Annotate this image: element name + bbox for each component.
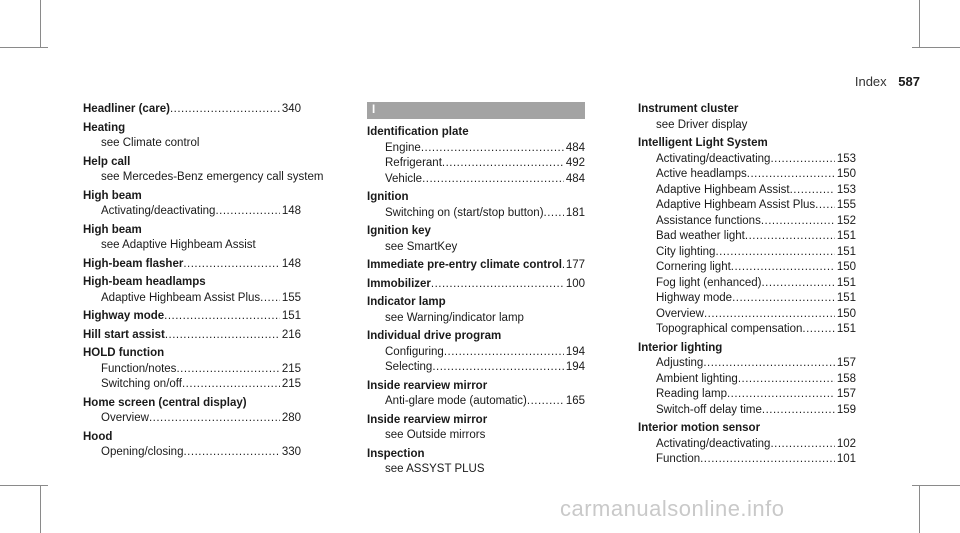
crop-mark [0, 47, 48, 48]
entry-heading-row [638, 421, 856, 437]
sub-entry-text[interactable]: Activating/deactivating [656, 152, 771, 165]
sub-entry [638, 276, 856, 292]
dot-leader [732, 291, 835, 307]
index-entry [638, 421, 856, 468]
index-entry [638, 102, 856, 133]
index-entry [367, 190, 585, 221]
entry-heading[interactable]: High beam [83, 189, 142, 202]
entry-heading-row [367, 447, 585, 463]
sub-entry-text[interactable]: Bad weather light [656, 230, 745, 242]
page-reference[interactable]: 165 [565, 395, 585, 407]
sub-entry [638, 118, 856, 134]
letter-heading: I [367, 102, 585, 119]
sub-entry-text[interactable]: Engine [385, 141, 421, 154]
page-reference[interactable]: 157 [836, 388, 856, 400]
sub-entry-text[interactable]: City lighting [656, 245, 716, 258]
sub-entry [83, 411, 301, 427]
page-reference[interactable]: 484 [565, 141, 585, 154]
sub-entry-text[interactable]: see Warning/indicator lamp [385, 311, 524, 324]
dot-leader [444, 345, 564, 361]
sub-entry [83, 362, 301, 378]
sub-entry [638, 245, 856, 261]
entry-heading[interactable]: Ignition key [367, 225, 431, 237]
sub-entry-text[interactable]: see Outside mirrors [385, 429, 486, 441]
index-entry [83, 309, 301, 325]
page-reference[interactable]: 151 [836, 276, 856, 289]
index-entry [83, 328, 301, 344]
sub-entry-text[interactable]: Function [656, 453, 701, 465]
dot-leader [738, 372, 835, 388]
dot-leader [700, 452, 835, 468]
page-reference[interactable]: 181 [565, 206, 585, 219]
sub-entry [83, 291, 301, 307]
page-reference[interactable]: 102 [836, 437, 856, 450]
entry-heading-row [367, 224, 585, 240]
entry-heading[interactable]: Highway mode [83, 310, 165, 322]
index-entry [367, 329, 585, 376]
dot-leader [790, 183, 835, 199]
page-reference[interactable]: 100 [565, 277, 585, 290]
sub-entry-text[interactable]: Reading lamp [656, 388, 727, 400]
index-entry [638, 341, 856, 419]
sub-entry [83, 377, 301, 393]
entry-heading-row [83, 275, 301, 291]
dot-leader [149, 411, 280, 427]
dot-leader [164, 309, 280, 325]
index-entry [638, 136, 856, 338]
sub-entry [638, 403, 856, 419]
sub-entry-text[interactable]: Switching on/off [101, 378, 182, 390]
crop-mark [919, 0, 920, 48]
sub-entry [638, 372, 856, 388]
crop-mark [0, 485, 48, 486]
index-entry [83, 189, 301, 220]
index-entry [83, 396, 301, 427]
index-entry [83, 155, 324, 186]
entry-heading[interactable]: Hood [83, 430, 113, 443]
entry-heading[interactable]: Immediate pre-entry climate control [367, 259, 562, 271]
dot-leader [215, 204, 279, 220]
page-number: 587 [898, 74, 920, 89]
sub-entry-text[interactable]: Switch-off delay time [656, 403, 762, 416]
sub-entry [367, 172, 585, 188]
entry-heading-row [367, 277, 585, 293]
entry-heading-row [83, 155, 301, 171]
entry-heading[interactable]: Inside rearview mirror [367, 413, 488, 426]
entry-heading-row [367, 258, 585, 274]
dot-leader [745, 229, 835, 245]
entry-heading-row [83, 309, 301, 325]
sub-entry [638, 183, 856, 199]
sub-entry-text[interactable]: Switching on (start/stop button) [385, 206, 544, 219]
dot-leader [431, 277, 564, 293]
sub-entry [367, 428, 585, 444]
dot-leader [527, 394, 564, 410]
page-reference[interactable]: 151 [836, 230, 856, 242]
entry-heading-row [367, 190, 585, 206]
page-reference[interactable]: 150 [836, 168, 856, 180]
entry-heading-row [83, 328, 301, 344]
entry-heading-row [83, 223, 301, 239]
sub-entry-text[interactable]: Refrigerant [385, 157, 442, 169]
sub-entry-text[interactable]: Adjusting [656, 357, 704, 369]
sub-entry [638, 437, 856, 453]
entry-heading[interactable]: Identification plate [367, 126, 469, 138]
sub-entry-text[interactable]: Active headlamps [656, 168, 747, 180]
dot-leader [747, 167, 835, 183]
sub-entry-text[interactable]: see Adaptive Highbeam Assist [101, 239, 256, 251]
watermark: carmanualsonline.info [560, 496, 785, 521]
page-reference[interactable]: 101 [836, 453, 856, 465]
dot-leader [770, 437, 834, 453]
page-reference[interactable]: 153 [836, 152, 856, 165]
dot-leader [260, 291, 280, 307]
dot-leader [165, 328, 280, 344]
entry-heading-row [367, 295, 585, 311]
page-reference[interactable]: 159 [836, 403, 856, 416]
dot-leader [802, 322, 834, 338]
sub-entry [83, 445, 301, 461]
dot-leader [761, 276, 834, 292]
page-reference[interactable]: 155 [281, 291, 301, 304]
page-header [855, 74, 920, 89]
sub-entry-text[interactable]: Cornering light [656, 261, 731, 273]
sub-entry-text[interactable]: Vehicle [385, 172, 423, 185]
entry-heading-row [83, 396, 301, 412]
sub-entry [367, 206, 585, 222]
index-entry [367, 295, 585, 326]
index-column-2 [367, 102, 585, 481]
page-reference[interactable]: 151 [836, 292, 856, 304]
entry-heading-row [83, 430, 301, 446]
dot-leader [432, 360, 564, 376]
sub-entry [367, 394, 585, 410]
dot-leader [182, 377, 280, 393]
page-reference[interactable]: 492 [565, 157, 585, 169]
dot-leader [762, 403, 835, 419]
entry-heading[interactable]: High beam [83, 223, 142, 236]
page-reference[interactable]: 484 [565, 172, 585, 185]
sub-entry-text[interactable]: Anti-glare mode (automatic) [385, 395, 527, 407]
index-entry [367, 379, 585, 410]
sub-entry [638, 291, 856, 307]
crop-mark [40, 485, 41, 533]
entry-heading[interactable]: Individual drive program [367, 330, 502, 342]
index-entry [83, 121, 301, 152]
sub-entry [638, 152, 856, 168]
page-reference[interactable]: 151 [836, 245, 856, 258]
dot-leader [715, 245, 834, 261]
sub-entry-text[interactable]: Fog light (enhanced) [656, 276, 762, 289]
sub-entry [638, 229, 856, 245]
dot-leader [422, 172, 564, 188]
page-reference[interactable]: 155 [836, 199, 856, 211]
sub-entry [83, 136, 301, 152]
sub-entry-text[interactable]: Ambient lighting [656, 372, 738, 385]
sub-entry [638, 452, 856, 468]
index-column-1 [83, 102, 324, 464]
sub-entry-text[interactable]: Adaptive Highbeam Assist [656, 183, 790, 196]
entry-heading[interactable]: Instrument cluster [638, 103, 739, 115]
page-reference[interactable]: 194 [565, 345, 585, 358]
sub-entry-text[interactable]: see Climate control [101, 137, 200, 149]
dot-leader [770, 152, 834, 168]
index-entry [83, 102, 301, 118]
sub-entry-text[interactable]: Highway mode [656, 292, 733, 304]
sub-entry-text[interactable]: Adaptive Highbeam Assist Plus [101, 291, 261, 304]
sub-entry-text[interactable]: Adaptive Highbeam Assist Plus [656, 199, 816, 211]
sub-entry-text[interactable]: see SmartKey [385, 240, 458, 253]
entry-heading[interactable]: HOLD function [83, 347, 165, 359]
sub-entry [638, 387, 856, 403]
sub-entry [367, 311, 585, 327]
sub-entry-text[interactable]: see Mercedes-Benz emergency call system [101, 171, 324, 183]
sub-entry [367, 156, 585, 172]
dot-leader [703, 356, 835, 372]
sub-entry [638, 322, 856, 338]
page-reference[interactable]: 153 [836, 183, 856, 196]
dot-leader [704, 307, 835, 323]
dot-leader [170, 102, 280, 118]
page-reference[interactable]: 157 [836, 357, 856, 369]
sub-entry [367, 360, 585, 376]
sub-entry [367, 141, 585, 157]
entry-heading-row [367, 379, 585, 395]
sub-entry-text[interactable]: see Driver display [656, 118, 748, 131]
entry-heading-row [83, 257, 301, 273]
dot-leader [183, 445, 279, 461]
sub-entry [83, 238, 301, 254]
page-reference[interactable]: 148 [281, 257, 301, 270]
page-reference[interactable]: 151 [836, 323, 856, 335]
sub-entry-text[interactable]: Assistance functions [656, 214, 761, 227]
dot-leader [176, 362, 279, 378]
sub-entry-text[interactable]: Activating/deactivating [101, 205, 216, 217]
entry-heading[interactable]: Home screen (central display) [83, 396, 247, 409]
dot-leader [761, 214, 835, 230]
index-column-3 [638, 102, 856, 471]
entry-heading[interactable]: Inside rearview mirror [367, 379, 488, 392]
crop-mark [919, 485, 920, 533]
entry-heading-row [83, 102, 301, 118]
crop-mark [912, 485, 960, 486]
page-reference[interactable]: 330 [281, 446, 301, 458]
sub-entry-text[interactable]: Selecting [385, 361, 433, 373]
entry-heading-row [83, 346, 301, 362]
index-entry [83, 430, 301, 461]
entry-heading[interactable]: Indicator lamp [367, 296, 446, 308]
entry-heading[interactable]: Interior lighting [638, 341, 723, 354]
page-reference[interactable]: 158 [836, 372, 856, 385]
sub-entry [638, 198, 856, 214]
entry-heading[interactable]: High-beam flasher [83, 257, 184, 270]
entry-heading[interactable]: Heating [83, 121, 126, 134]
sub-entry-text[interactable]: Activating/deactivating [656, 437, 771, 450]
sub-entry [638, 167, 856, 183]
index-entry [367, 413, 585, 444]
entry-heading[interactable]: Inspection [367, 447, 425, 460]
sub-entry [367, 345, 585, 361]
dot-leader [727, 387, 835, 403]
page-reference[interactable]: 340 [281, 103, 301, 115]
sub-entry [638, 307, 856, 323]
sub-entry [638, 214, 856, 230]
index-entry [83, 346, 301, 393]
index-entry [367, 224, 585, 255]
sub-entry-text[interactable]: see ASSYST PLUS [385, 463, 485, 475]
index-entry [367, 447, 585, 478]
page-reference[interactable]: 152 [836, 214, 856, 227]
sub-entry [83, 204, 301, 220]
index-entry [367, 277, 585, 293]
entry-heading[interactable]: Immobilizer [367, 277, 431, 290]
index-entry [83, 223, 301, 254]
entry-heading[interactable]: Headliner (care) [83, 103, 170, 115]
crop-mark [912, 47, 960, 48]
index-entry [367, 258, 585, 274]
index-entry [367, 125, 585, 187]
index-entry [83, 275, 301, 306]
dot-leader [442, 156, 564, 172]
page-reference[interactable]: 150 [836, 307, 856, 320]
index-entry [83, 257, 301, 273]
sub-entry-text[interactable]: Function/notes [101, 362, 177, 375]
sub-entry [638, 356, 856, 372]
sub-entry-text[interactable]: Overview [656, 307, 704, 320]
page-reference[interactable]: 148 [281, 205, 301, 217]
page-reference[interactable]: 194 [565, 361, 585, 373]
entry-heading[interactable]: Help call [83, 155, 131, 168]
entry-heading-row [83, 121, 301, 137]
entry-heading-row [367, 413, 585, 429]
page-reference[interactable]: 215 [281, 362, 301, 375]
entry-heading-row [638, 102, 856, 118]
sub-entry-text[interactable]: Opening/closing [101, 446, 184, 458]
dot-leader [183, 257, 279, 273]
entry-heading-row [83, 189, 301, 205]
dot-leader [731, 260, 835, 276]
entry-heading-row [367, 329, 585, 345]
entry-heading[interactable]: Hill start assist [83, 328, 165, 341]
sub-entry-text[interactable]: Overview [101, 412, 149, 424]
section-label: Index [854, 74, 887, 89]
page-reference[interactable]: 150 [836, 261, 856, 273]
entry-heading-row [638, 136, 856, 152]
page-reference[interactable]: 177 [565, 259, 585, 271]
entry-heading[interactable]: Intelligent Light System [638, 137, 768, 149]
entry-heading[interactable]: High-beam headlamps [83, 276, 206, 288]
dot-leader [421, 141, 564, 157]
sub-entry-text[interactable]: Topographical compensation [656, 323, 803, 335]
sub-entry [638, 260, 856, 276]
page-reference[interactable]: 216 [281, 328, 301, 341]
page-reference[interactable]: 280 [281, 412, 301, 424]
sub-entry-text[interactable]: Configuring [385, 345, 444, 358]
page-reference[interactable]: 151 [281, 310, 301, 322]
crop-mark [40, 0, 41, 48]
page-reference[interactable]: 215 [281, 378, 301, 390]
sub-entry [367, 462, 585, 478]
entry-heading-row [367, 125, 585, 141]
entry-heading[interactable]: Interior motion sensor [638, 422, 761, 434]
sub-entry [83, 170, 324, 186]
dot-leader [815, 198, 835, 214]
entry-heading[interactable]: Ignition [367, 191, 409, 203]
dot-leader [544, 206, 564, 222]
entry-heading-row [638, 341, 856, 357]
sub-entry [367, 240, 585, 256]
